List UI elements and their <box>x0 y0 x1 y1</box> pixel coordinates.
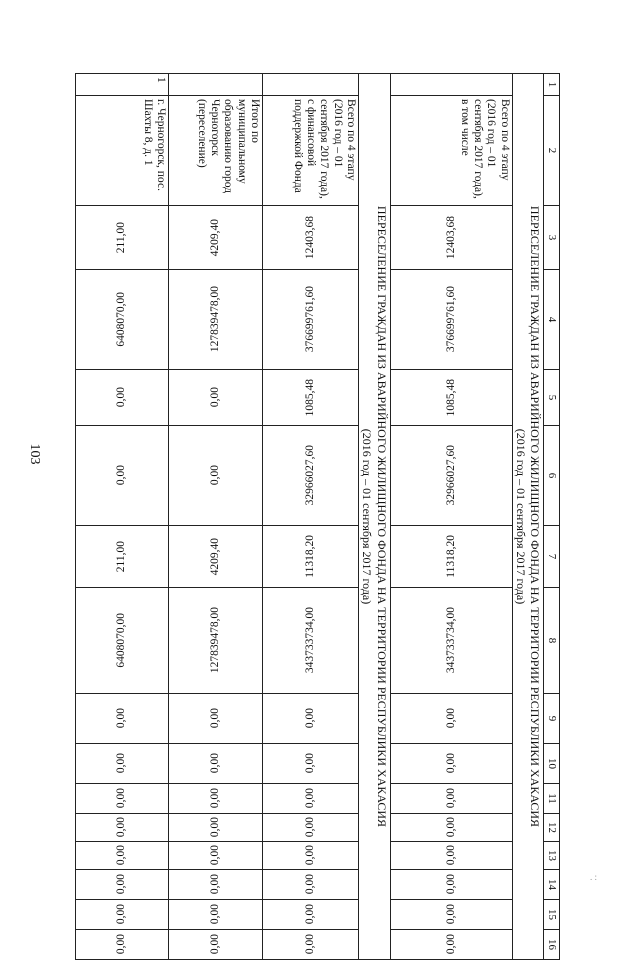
header-cell: 2 <box>544 96 560 206</box>
header-cell: 14 <box>544 870 560 900</box>
value-cell: 6408070,00 <box>75 588 168 694</box>
table-row <box>390 74 512 960</box>
row-number <box>262 74 358 96</box>
value-cell: 0,00 <box>75 694 168 744</box>
header-cell: 15 <box>544 900 560 930</box>
value-cell: 12403,68 <box>390 206 512 270</box>
value-cell: 0,00 <box>75 784 168 814</box>
rotated-table-wrapper <box>85 73 560 955</box>
value-cell: 0,00 <box>262 930 358 960</box>
section-period: (2016 год – 01 сентября 2017 года) <box>360 428 375 605</box>
value-cell: 11318,20 <box>262 526 358 588</box>
value-cell: 4209,40 <box>168 206 262 270</box>
section-heading: ПЕРЕСЕЛЕНИЕ ГРАЖДАН ИЗ АВАРИЙНОГО ЖИЛИЩНОГО ФОНДА НА ТЕРРИТОРИИ РЕСПУБЛИКИ ХАКАСИЯ <box>528 205 543 828</box>
value-cell: 0,00 <box>390 842 512 870</box>
row-label: Итого по муниципальному образованию город Черногорск (переселение) <box>168 96 262 206</box>
header-cell: 16 <box>544 930 560 960</box>
value-cell: 0,00 <box>168 370 262 426</box>
value-cell: 32966027,60 <box>262 426 358 526</box>
header-cell: 6 <box>544 426 560 526</box>
header-cell: 1 <box>544 74 560 96</box>
value-cell: 0,00 <box>168 744 262 784</box>
header-cell: 12 <box>544 814 560 842</box>
value-cell: 1085,48 <box>390 370 512 426</box>
value-cell: 0,00 <box>390 744 512 784</box>
value-cell: 343733734,00 <box>262 588 358 694</box>
value-cell: 0,00 <box>262 694 358 744</box>
table-row <box>262 74 358 960</box>
value-cell: 0,00 <box>168 900 262 930</box>
value-cell: 0,00 <box>390 784 512 814</box>
table-row <box>75 74 168 960</box>
header-cell: 9 <box>544 694 560 744</box>
table-row <box>168 74 262 960</box>
value-cell: 0,00 <box>390 694 512 744</box>
header-cell: 5 <box>544 370 560 426</box>
value-cell: 0,00 <box>75 370 168 426</box>
row-label: Всего по 4 этапу (2016 год – 01 сентября 2017 года), с финансовой поддержкой Фонда <box>262 96 358 206</box>
value-cell: 0,00 <box>75 814 168 842</box>
header-cell: 10 <box>544 744 560 784</box>
value-cell: 343733734,00 <box>390 588 512 694</box>
value-cell: 0,00 <box>168 784 262 814</box>
value-cell: 12403,68 <box>262 206 358 270</box>
value-cell: 0,00 <box>75 426 168 526</box>
value-cell: 0,00 <box>75 744 168 784</box>
value-cell: 0,00 <box>168 870 262 900</box>
value-cell: 11318,20 <box>390 526 512 588</box>
value-cell: 1085,48 <box>262 370 358 426</box>
value-cell: 0,00 <box>262 814 358 842</box>
row-label: г. Черногорск, пос. Шахты 8, д. 1 <box>75 96 168 206</box>
value-cell: 0,00 <box>262 870 358 900</box>
corner-mark: . : <box>590 872 598 882</box>
value-cell: 0,00 <box>168 694 262 744</box>
value-cell: 0,00 <box>168 426 262 526</box>
row-number: 1 <box>75 74 168 96</box>
header-cell: 3 <box>544 206 560 270</box>
value-cell: 0,00 <box>262 842 358 870</box>
value-cell: 0,00 <box>262 784 358 814</box>
row-number <box>168 74 262 96</box>
header-cell: 11 <box>544 784 560 814</box>
value-cell: 0,00 <box>390 870 512 900</box>
value-cell: 376699761,60 <box>262 270 358 370</box>
value-cell: 0,00 <box>75 870 168 900</box>
value-cell: 0,00 <box>75 930 168 960</box>
section-title-row <box>358 74 390 960</box>
row-number <box>390 74 512 96</box>
value-cell: 127839478,00 <box>168 270 262 370</box>
resettlement-table <box>75 73 560 960</box>
section-period: (2016 год – 01 сентября 2017 года) <box>513 428 528 605</box>
header-cell: 8 <box>544 588 560 694</box>
section-heading: ПЕРЕСЕЛЕНИЕ ГРАЖДАН ИЗ АВАРИЙНОГО ЖИЛИЩНОГО ФОНДА НА ТЕРРИТОРИИ РЕСПУБЛИКИ ХАКАСИЯ <box>374 205 389 828</box>
value-cell: 211,00 <box>75 526 168 588</box>
value-cell: 0,00 <box>168 814 262 842</box>
header-cell: 4 <box>544 270 560 370</box>
header-cell: 13 <box>544 842 560 870</box>
value-cell: 127839478,00 <box>168 588 262 694</box>
section-title-row <box>512 74 544 960</box>
row-label: Всего по 4 этапу (2016 год – 01 сентября 2017 года), в том числе <box>390 96 512 206</box>
section-title <box>358 74 390 960</box>
header-cell: 7 <box>544 526 560 588</box>
value-cell: 0,00 <box>390 814 512 842</box>
value-cell: 0,00 <box>168 842 262 870</box>
value-cell: 0,00 <box>390 900 512 930</box>
value-cell: 0,00 <box>390 930 512 960</box>
value-cell: 0,00 <box>262 744 358 784</box>
value-cell: 0,00 <box>75 900 168 930</box>
value-cell: 6408070,00 <box>75 270 168 370</box>
value-cell: 0,00 <box>75 842 168 870</box>
value-cell: 4209,40 <box>168 526 262 588</box>
value-cell: 211,00 <box>75 206 168 270</box>
section-title <box>512 74 544 960</box>
value-cell: 32966027,60 <box>390 426 512 526</box>
value-cell: 0,00 <box>262 900 358 930</box>
page-number: 103 <box>27 443 42 465</box>
header-row <box>544 74 560 960</box>
value-cell: 0,00 <box>168 930 262 960</box>
value-cell: 376699761,60 <box>390 270 512 370</box>
